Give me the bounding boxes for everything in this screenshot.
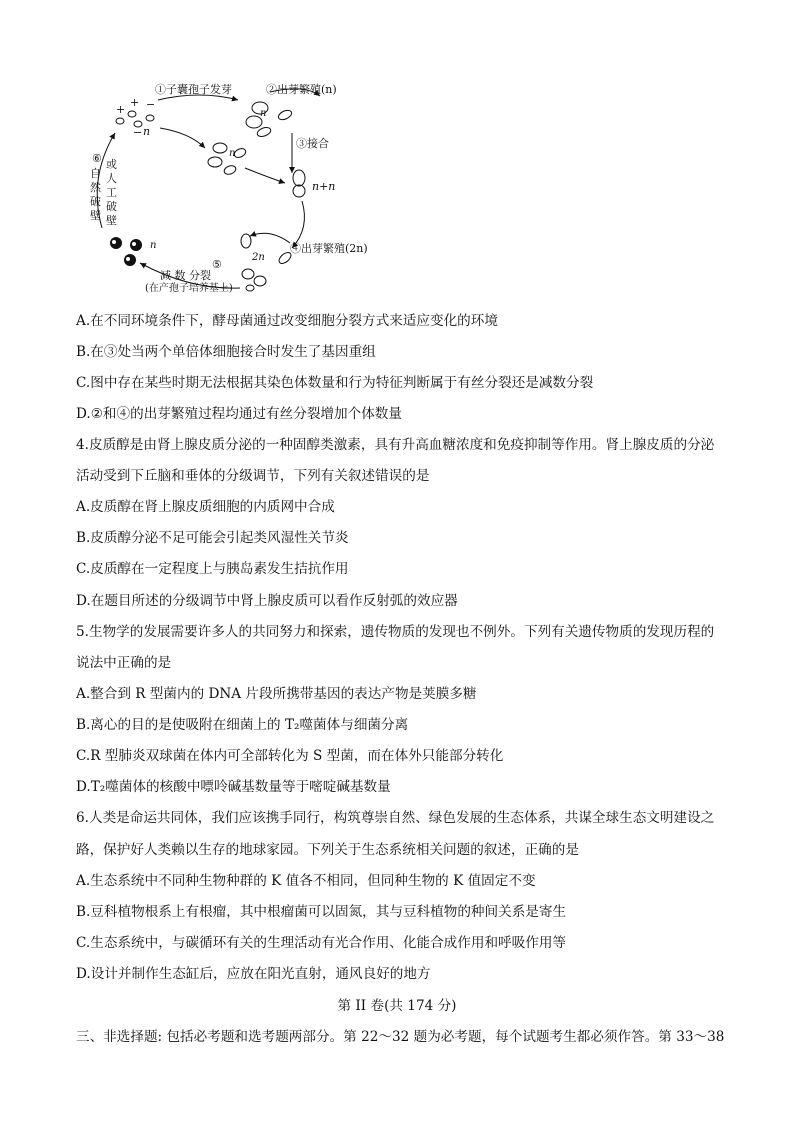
q3-option-b: B.在③处当两个单倍体细胞接合时发生了基因重组 bbox=[76, 344, 376, 360]
section-title: 第 II 卷(共 174 分) bbox=[337, 998, 457, 1014]
arrow-to-step4 bbox=[292, 201, 304, 248]
section-intro: 三、非选择题: 包括必考题和选考题两部分。第 22～32 题为必考题，每个试题考生都必须作答。第 33～38 bbox=[76, 1029, 725, 1045]
arrow-step4-loop bbox=[250, 233, 290, 243]
q6-stem-line2: 路，保护好人类赖以生存的地球家园。下列关于生态系统相关问题的叙述，正确的是 bbox=[76, 842, 579, 858]
q3-option-a: A.在不同环境条件下，酵母菌通过改变细胞分裂方式来适应变化的环境 bbox=[76, 313, 498, 329]
step5-note: (在产孢子培养基上) bbox=[145, 283, 233, 294]
q5-option-a: A.整合到 R 型菌内的 DNA 片段所携带基因的表达产物是荚膜多糖 bbox=[76, 686, 477, 702]
svg-text:工: 工 bbox=[106, 186, 117, 199]
arrow-to-conjugation bbox=[245, 168, 285, 183]
step3-label: ③接合 bbox=[296, 137, 329, 150]
q4-option-a: A.皮质醇在肾上腺皮质细胞的内质网中合成 bbox=[76, 499, 335, 515]
q6-stem-line1: 6.人类是命运共同体，我们应该携手同行，构筑尊崇自然、绿色发展的生态体系，共谋全球生态文明建设之 bbox=[76, 810, 715, 826]
ascospores bbox=[110, 237, 142, 266]
q5-option-b: B.离心的目的是使吸附在细菌上的 T₂噬菌体与细菌分离 bbox=[76, 717, 409, 733]
label-n-plus-n: n+n bbox=[312, 180, 336, 193]
step6-number: ⑥ bbox=[92, 152, 102, 165]
cells-n-middle bbox=[208, 143, 247, 176]
step6-column-a bbox=[90, 167, 102, 222]
q4-option-b: B.皮质醇分泌不足可能会引起类风湿性关节炎 bbox=[76, 530, 349, 546]
zygote-cell bbox=[293, 170, 305, 197]
svg-text:破: 破 bbox=[106, 200, 117, 213]
q3-option-d: D.②和④的出芽繁殖过程均通过有丝分裂增加个体数量 bbox=[76, 406, 402, 422]
q4-option-d: D.在题目所述的分级调节中肾上腺皮质可以看作反射弧的效应器 bbox=[76, 593, 458, 609]
step4-label: ④出芽繁殖(2n) bbox=[290, 242, 368, 255]
label-2n: 2n bbox=[252, 252, 265, 263]
plus-sign-1: + bbox=[116, 103, 126, 116]
label-n-spores: n bbox=[143, 125, 151, 138]
label-n-middle: n bbox=[229, 148, 236, 159]
q6-option-d: D.设计并制作生态缸后，应放在阳光直射，通风良好的地方 bbox=[76, 966, 431, 982]
diagram-canvas bbox=[80, 78, 410, 303]
budding-cells-2n bbox=[241, 234, 293, 291]
svg-text:人: 人 bbox=[106, 172, 117, 185]
step1-label: ①子囊孢子发芽 bbox=[155, 83, 232, 96]
q6-option-a: A.生态系统中不同种生物种群的 K 值各不相同，但同种生物的 K 值固定不变 bbox=[76, 873, 536, 889]
q5-option-c: C.R 型肺炎双球菌在体内可全部转化为 S 型菌，而在体外只能部分转化 bbox=[76, 748, 504, 764]
q3-option-c: C.图中存在某些时期无法根据其染色体数量和行为特征判断属于有丝分裂还是减数分裂 bbox=[76, 375, 594, 391]
yeast-life-cycle-diagram bbox=[80, 78, 410, 303]
svg-text:壁: 壁 bbox=[106, 214, 117, 227]
svg-text:破: 破 bbox=[90, 195, 101, 208]
svg-text:然: 然 bbox=[90, 181, 101, 194]
q5-stem-line1: 5.生物学的发展需要许多人的共同努力和探索，遗传物质的发现也不例外。下列有关遗传物质的发现历程的 bbox=[76, 624, 715, 640]
svg-text:自: 自 bbox=[90, 167, 101, 180]
q4-stem-line2: 活动受到下丘脑和垂体的分级调节，下列有关叙述错误的是 bbox=[76, 468, 430, 484]
q4-stem-line1: 4.皮质醇是由肾上腺皮质分泌的一种固醇类激素，具有升高血糖浓度和免疫抑制等作用。肾上腺皮质的分泌 bbox=[76, 437, 715, 453]
step2-label: ②出芽繁殖(n) bbox=[266, 83, 337, 96]
q6-option-c: C.生态系统中，与碳循环有关的生理活动有光合作用、化能合成作用和呼吸作用等 bbox=[76, 935, 567, 951]
label-n-budding: n bbox=[260, 108, 267, 119]
q4-option-c: C.皮质醇在一定程度上与胰岛素发生拮抗作用 bbox=[76, 561, 349, 577]
q5-option-d: D.T₂噬菌体的核酸中嘌呤碱基数量等于嘧啶碱基数量 bbox=[76, 779, 391, 795]
q6-option-b: B.豆科植物根系上有根瘤，其中根瘤菌可以固氮，其与豆科植物的种间关系是寄生 bbox=[76, 904, 567, 920]
svg-text:壁: 壁 bbox=[90, 209, 101, 222]
step5-label: 减 数 分裂 bbox=[160, 269, 211, 282]
q5-stem-line2: 说法中正确的是 bbox=[76, 655, 172, 671]
minus-sign-2: − bbox=[133, 126, 143, 139]
svg-text:或: 或 bbox=[106, 158, 117, 171]
step6-column-b bbox=[106, 158, 117, 227]
plus-sign-2: + bbox=[130, 96, 140, 109]
label-n-ascospores: n bbox=[150, 240, 157, 251]
budding-cells-n-top bbox=[246, 102, 293, 138]
step5-number: ⑤ bbox=[212, 258, 222, 271]
minus-sign-1: − bbox=[146, 98, 156, 111]
arrow-spores-to-cells bbox=[160, 128, 205, 148]
